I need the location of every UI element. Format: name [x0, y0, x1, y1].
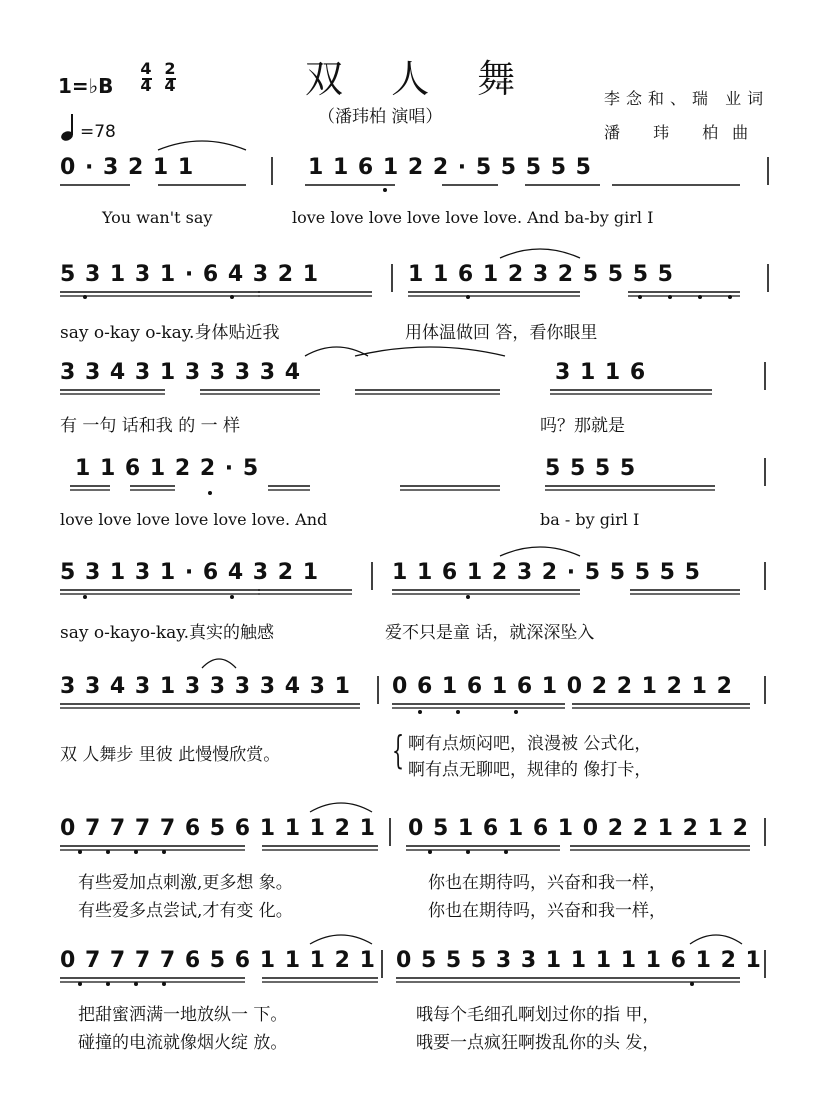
notes-line-8a: 0 7 7 7 7 6 5 6 1 1 1 2 1 — [60, 948, 376, 973]
octave-dot — [504, 850, 508, 854]
lyric-line-8b-verse1: 哦每个毛细孔啊划过你的指 甲， — [416, 1005, 660, 1025]
octave-dot — [698, 295, 702, 299]
lyric-line-7a-verse2: 有些爱多点尝试,才有变 化。 — [78, 901, 293, 921]
octave-dot — [83, 295, 87, 299]
octave-dot — [78, 982, 82, 986]
notes-line-5b: 1 1 6 1 2 3 2 · 5 5 5 5 5 — [392, 560, 701, 585]
lyric-line-3b: 吗？那就是 — [540, 416, 625, 436]
octave-dot — [514, 710, 518, 714]
octave-dot — [466, 850, 470, 854]
octave-dot — [162, 850, 166, 854]
lyric-line-8a-verse2: 碰撞的电流就像烟火绽 放。 — [78, 1033, 288, 1053]
slur-mark — [500, 249, 580, 258]
lyric-line-6b-verse1: 啊有点烦闷吧，浪漫被 公式化， — [408, 734, 652, 754]
performer-subtitle: （潘玮柏 演唱） — [318, 107, 443, 127]
lyric-line-1b: love love love love love love. And ba-by girl I — [292, 208, 654, 227]
notes-line-3a: 3 3 4 3 1 3 3 3 3 4 — [60, 360, 302, 385]
octave-dot — [106, 982, 110, 986]
octave-dot — [466, 595, 470, 599]
lyric-line-5a: say o-kayo-kay.真实的触感 — [60, 623, 275, 643]
notes-line-6b: 0 6 1 6 1 6 1 0 2 2 1 2 1 2 — [392, 674, 733, 699]
time-signature-4-4: 4 4 — [140, 59, 152, 95]
octave-dot — [230, 295, 234, 299]
lyric-line-6a: 双 人舞步 里彼 此慢慢欣赏。 — [60, 745, 281, 765]
lyric-line-4b: ba - by girl I — [540, 510, 640, 529]
notes-line-6a: 3 3 4 3 1 3 3 3 3 4 3 1 — [60, 674, 351, 699]
brace-icon: { — [392, 728, 405, 772]
lyric-line-8b-verse2: 哦要一点疯狂啊拨乱你的头 发， — [416, 1033, 660, 1053]
notes-line-1b: 1 1 6 1 2 2 · 5 5 5 5 5 — [308, 155, 592, 180]
song-title: 双 人 舞 — [305, 57, 534, 101]
octave-dot — [78, 850, 82, 854]
slur-mark — [310, 935, 372, 944]
lyric-line-7b-verse1: 你也在期待吗，兴奋和我一样， — [428, 873, 666, 893]
lyric-line-5b: 爱不只是童 话，就深深坠入 — [385, 623, 595, 643]
octave-dot — [456, 710, 460, 714]
notes-line-2b: 1 1 6 1 2 3 2 5 5 5 5 — [408, 262, 674, 287]
octave-dot — [668, 295, 672, 299]
slur-mark — [690, 935, 742, 944]
octave-dot — [383, 188, 387, 192]
tempo-marking: =78 — [80, 122, 116, 142]
slur-mark — [158, 141, 246, 150]
slur-mark — [310, 803, 372, 812]
notes-line-1a: 0 · 3 2 1 1 — [60, 155, 195, 180]
notes-line-8b: 0 5 5 5 3 3 1 1 1 1 1 6 1 2 1 — [396, 948, 762, 973]
octave-dot — [106, 850, 110, 854]
octave-dot — [728, 295, 732, 299]
notes-line-7a: 0 7 7 7 7 6 5 6 1 1 1 2 1 — [60, 816, 376, 841]
slur-mark — [202, 659, 236, 668]
lyric-line-4a: love love love love love love. And — [60, 510, 328, 529]
slur-mark — [500, 547, 580, 556]
octave-dot — [690, 982, 694, 986]
octave-dot — [230, 595, 234, 599]
notes-line-5a: 5 3 1 3 1 · 6 4 3 2 1 — [60, 560, 320, 585]
octave-dot — [208, 491, 212, 495]
slur-mark — [355, 347, 505, 356]
octave-dot — [162, 982, 166, 986]
time-signature-2-4: 2 4 — [164, 59, 176, 95]
octave-dot — [428, 850, 432, 854]
octave-dot — [83, 595, 87, 599]
octave-dot — [466, 295, 470, 299]
octave-dot — [134, 982, 138, 986]
lyric-line-2a: say o-kay o-kay.身体贴近我 — [60, 323, 280, 343]
notes-line-4b: 5 5 5 5 — [545, 456, 637, 481]
octave-dot — [638, 295, 642, 299]
octave-dot — [418, 710, 422, 714]
lyric-line-3a: 有 一句 话和我 的 一 样 — [60, 416, 241, 436]
notes-line-7b: 0 5 1 6 1 6 1 0 2 2 1 2 1 2 — [408, 816, 749, 841]
lyric-line-2b: 用体温做回 答，看你眼里 — [405, 323, 598, 343]
lyric-line-6b-verse2: 啊有点无聊吧，规律的 像打卡， — [408, 760, 652, 780]
notes-line-4a: 1 1 6 1 2 2 · 5 — [75, 456, 260, 481]
lyricist-credit: 李念和、瑞 业词 — [604, 89, 770, 108]
octave-dot — [134, 850, 138, 854]
key-signature: 1=♭B — [58, 74, 114, 98]
lyric-line-7b-verse2: 你也在期待吗，兴奋和我一样， — [428, 901, 666, 921]
notes-line-3b: 3 1 1 6 — [555, 360, 647, 385]
lyric-line-7a-verse1: 有些爱加点刺激,更多想 象。 — [78, 873, 293, 893]
lyric-line-1a: You wan't say — [102, 208, 213, 227]
composer-credit: 潘 玮 柏曲 — [604, 123, 763, 142]
lyric-line-8a-verse1: 把甜蜜洒满一地放纵一 下。 — [78, 1005, 288, 1025]
notes-line-2a: 5 3 1 3 1 · 6 4 3 2 1 — [60, 262, 320, 287]
